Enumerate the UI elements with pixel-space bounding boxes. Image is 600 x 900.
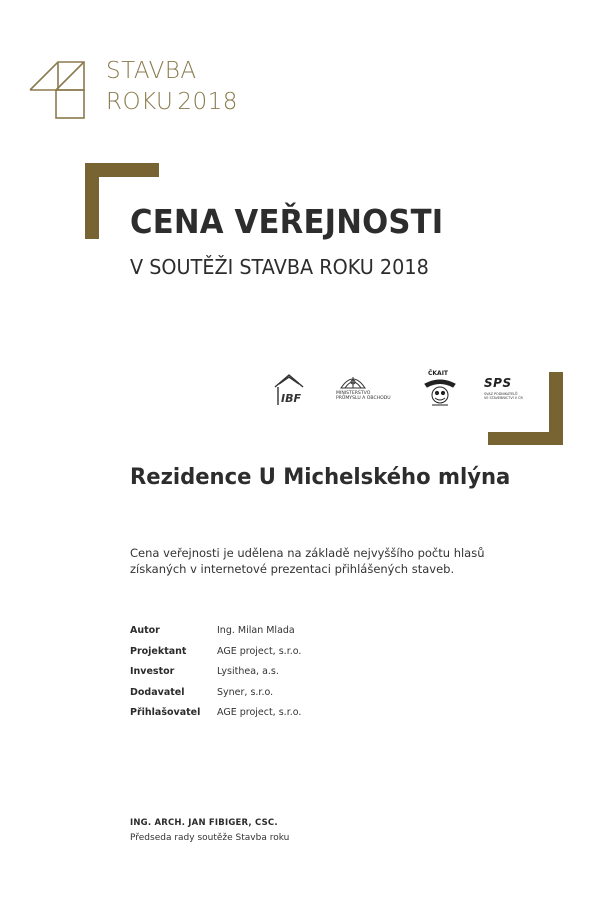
sps-logo	[484, 372, 526, 408]
ckait-emblem-icon	[423, 378, 457, 408]
detail-value: AGE project, s.r.o.	[217, 645, 302, 657]
award-description	[130, 545, 510, 577]
logo-year: 2018	[177, 89, 238, 115]
detail-row-contractor	[130, 686, 470, 707]
ibf-logo	[272, 372, 306, 408]
mpo-emblem-icon	[338, 372, 368, 390]
award-title: CENA VEŘEJNOSTI	[130, 202, 444, 241]
detail-row-investor	[130, 665, 470, 686]
logo-word-roku: ROKU	[106, 89, 174, 115]
award-subtitle: V SOUTĚŽI STAVBA ROKU 2018	[130, 255, 429, 279]
detail-row-author	[130, 624, 470, 645]
ckait-label: ČKAIT	[428, 370, 449, 377]
mpo-name-line1: MINISTERSTVO	[336, 391, 371, 396]
bottom-right-bracket-vertical	[549, 372, 563, 445]
detail-value: Ing. Milan Mlada	[217, 625, 295, 636]
detail-label: Přihlašovatel	[130, 707, 201, 718]
stavba-roku-logo	[28, 58, 268, 122]
sps-label: SPS	[484, 376, 512, 390]
detail-value: AGE project, s.r.o.	[217, 707, 302, 718]
description-line-1: Cena veřejnosti je udělena na základě nejvyššího počtu hlasů	[130, 546, 485, 560]
partner-logos	[268, 372, 538, 408]
detail-row-applicant	[130, 706, 470, 727]
detail-label: Investor	[130, 666, 175, 677]
project-name: Rezidence U Michelského mlýna	[130, 465, 511, 490]
detail-label: Dodavatel	[130, 686, 185, 698]
signer-name: ING. ARCH. JAN FIBIGER, CSC.	[130, 818, 278, 828]
ibf-house-icon	[272, 372, 306, 408]
house-outline-icon	[28, 60, 92, 120]
mpo-logo	[336, 372, 406, 408]
signer-role: Předseda rady soutěže Stavba roku	[130, 833, 290, 843]
detail-label: Autor	[130, 625, 160, 636]
sps-name-line1: SVAZ PODNIKATELŮ	[484, 392, 518, 396]
detail-label: Projektant	[130, 645, 187, 657]
logo-text-roku	[106, 89, 238, 115]
project-details	[130, 624, 470, 727]
ckait-logo	[423, 372, 457, 408]
detail-row-designer	[130, 645, 470, 666]
mpo-name-line2: PRŮMYSLU A OBCHODU	[336, 396, 391, 402]
detail-value: Syner, s.r.o.	[217, 686, 274, 698]
svg-text:IBF: IBF	[281, 392, 301, 405]
logo-text-stavba: STAVBA	[106, 58, 197, 84]
top-left-bracket-vertical	[85, 163, 99, 239]
sps-name-line2: VE STAVEBNICTVÍ V ČR	[484, 396, 523, 400]
detail-value: Lysithea, a.s.	[217, 666, 279, 677]
description-line-2: získaných v internetové prezentaci přihlášených staveb.	[130, 562, 455, 576]
